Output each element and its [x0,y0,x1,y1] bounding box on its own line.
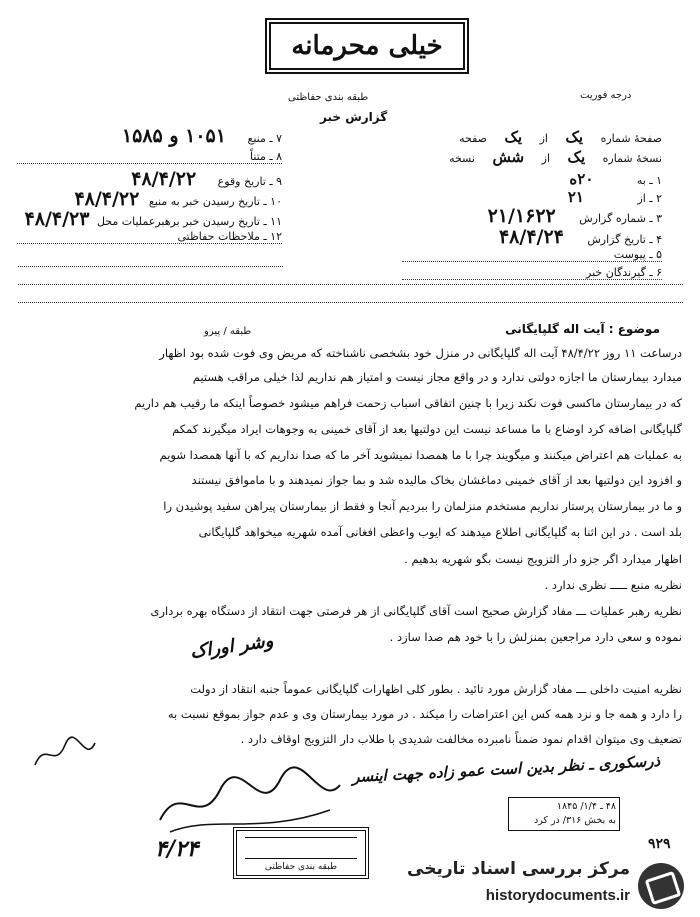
blank-line [18,266,283,267]
page-number: ۹۲۹ [648,836,671,852]
to-value: ۲۰ه [569,170,594,188]
report-date-field: ۴ ـ تاریخ گزارش ۴۸/۴/۲۴ [498,226,662,248]
source-value: ۱۰۵۱ و ۱۵۸۵ [121,125,226,147]
body-line: اظهار میدارد اگر جزو دار التزویج نیست بگو شهریه بدهیم . [404,552,682,566]
body-line: و ما در بیمارستان پرستار نداریم مستخدم منزلمان را ببردیم آنجا و فقط از بیمارستان پیراهن سفید پوشیدن را [163,499,682,513]
subject-line: موضوع : آیت اله گلپایگانی [505,322,660,336]
security-notes-field: ۱۲ ـ ملاحظات حفاظتی [17,230,282,244]
body-line: میدارد بیمارستان ما اجازه دولتی ندارد و در واقع مجاز نیست و امتیاز هم نداریم لذا خیلی مراقب هستیم [192,370,682,384]
copy-total-value: شش [492,148,525,166]
report-date-value: ۴۸/۴/۲۴ [498,226,564,248]
handwritten-minute: ذرسکوری ـ نظر بدین است عمو زاده جهت اینسر [351,751,661,787]
page-number-field: صفحهٔ شماره یک از یک صفحه [459,128,662,146]
watermark-url: historydocuments.ir [485,887,630,904]
bottom-stamp-caption: طبقه بندی حفاظتی [264,862,338,872]
archive-logo-icon [638,863,684,909]
source-field: ۷ ـ منبع ۱۰۵۱ و ۱۵۸۵ [121,125,282,147]
from-value: ۲۱ [567,188,584,206]
body-line: که در بیمارستان ماکسی فوت نکند زیرا با چنین اتفاقی اسباب زحمت فراهم میشود خصوصاً اینکه ما رقیب هم داریم [134,396,682,410]
body-line: بلد است . در این اثنا به گلپایگانی اطلاع میدهند که ایوب واعظی افغانی آمده شهریه میخواهد گلپایگانی [198,525,682,539]
blank-line [18,284,683,285]
signature-scribble [150,760,350,840]
ops-opinion-line: نظریه رهبر عملیات ـــ مفاد گزارش صحیح است آقای گلپایگانی از هر فرصتی جهت انتقاد از دستگاه بهره برداری [150,604,682,618]
priority-label: درجه فوریت [580,90,632,101]
classification-stamp-text: خیلی محرمانه [291,31,443,61]
handwritten-note: وشر اوراک [188,630,275,663]
body-line: به عملیات هم اعتراض میکنند و میگویند چرا با ما همصدا نمیشوید آخر ما که صدا نداریم که با آنها همصدا شویم [159,448,682,462]
date-occurred-value: ۴۸/۴/۲۲ [131,168,197,190]
internal-opinion-line: تضعیف وی میتوان اقدام نمود ضمناً نامبرده مخالفت شدیدی با طلاب دار التزویج اوقاف دارد . [240,732,682,746]
internal-opinion-line: نظریه امنیت داخلی ـــ مفاد گزارش مورد تائید . بطور کلی اظهارات گلپایگانی عموماً جنبه انتقاد از دولت [190,682,682,696]
from-field: ۲ ـ از ۲۱ [567,188,662,206]
date-received-ops-value: ۴۸/۴/۲۳ [24,208,90,230]
ops-opinion-line: نموده و سعی دارد مراجعین بمنزلش را با خود هم صدا سازد . [389,630,682,644]
blank-line [18,302,683,303]
date-received-ops-field: ۱۱ ـ تاریخ رسیدن خبر برهبرعملیات محل ۴۸/۴/۲۳ [24,208,282,230]
internal-opinion-line: را دارد و همه جا و نزد همه کس این اعتراضات را میکند . در مورد بیمارستان وی و عدم جواز بموقع نسبت به [167,707,682,721]
report-number-field: ۳ ـ شماره گزارش ۲۱/۱۶۲۲ [487,205,662,227]
source-opinion: نظریه منبع ـــــ نظری ندارد . [544,578,682,592]
copy-number-value: یک [567,148,586,166]
classification-label: طبقه بندی حفاظتی [288,92,369,103]
report-number-value: ۲۱/۱۶۲۲ [487,205,556,227]
registry-serial-line: به بخش ۳۱۶/ در کرد [533,815,616,826]
page-total-value: یک [504,128,523,146]
text-field: ۸ ـ متناً [17,150,282,164]
watermark-name: مرکز بررسی اسناد تاریخی [407,859,630,879]
date-occurred-field: ۹ ـ تاریخ وقوع ۴۸/۴/۲۲ [131,168,282,190]
date-received-source-field: ۱۰ ـ تاریخ رسیدن خبر به منبع ۴۸/۴/۲۲ [74,188,282,210]
attachment-field: ۵ ـ پیوست [402,248,662,262]
body-line: گلپایگانی اضافه کرد اوضاع با ما مساعد نیست این دولتیها بعد از آقای خمینی به وجوهات ایراد میگیرند کمکم [172,422,682,436]
body-line: و افزود این دولتیها بعد از آقای خمینی دماغشان بخاک مالیده شد و بما جواز نمیدهند و با ماموافق نیستند [191,473,682,487]
registry-serial-line: ۴۸ ـ ۱/۴/ ۱۸۴۵ [556,801,616,812]
copy-number-field: نسخهٔ شماره یک از شش نسخه [449,148,662,166]
registry-serial-box [508,797,620,831]
report-title: گزارش خبر [320,110,388,124]
stamp-band [245,837,357,859]
body-line: درساعت ۱۱ روز ۴۸/۴/۲۲ آیت اله گلپایگانی در منزل خود بشخصی ناشناخته که مریض وی فوت شده بود اظهار [159,346,682,360]
corner-mark-scribble [30,735,100,775]
class-follow-label: طبقه / پیرو [204,326,252,337]
date-received-source-value: ۴۸/۴/۲۲ [74,188,140,210]
page-number-value: یک [565,128,584,146]
recipients-field: ۶ ـ گیرندگان خبر [402,266,662,280]
watermark [308,859,688,913]
signature-date: ۴/۲۴ [155,836,199,862]
to-field: ۱ ـ به ۲۰ه [569,170,662,188]
classification-stamp [265,18,469,74]
